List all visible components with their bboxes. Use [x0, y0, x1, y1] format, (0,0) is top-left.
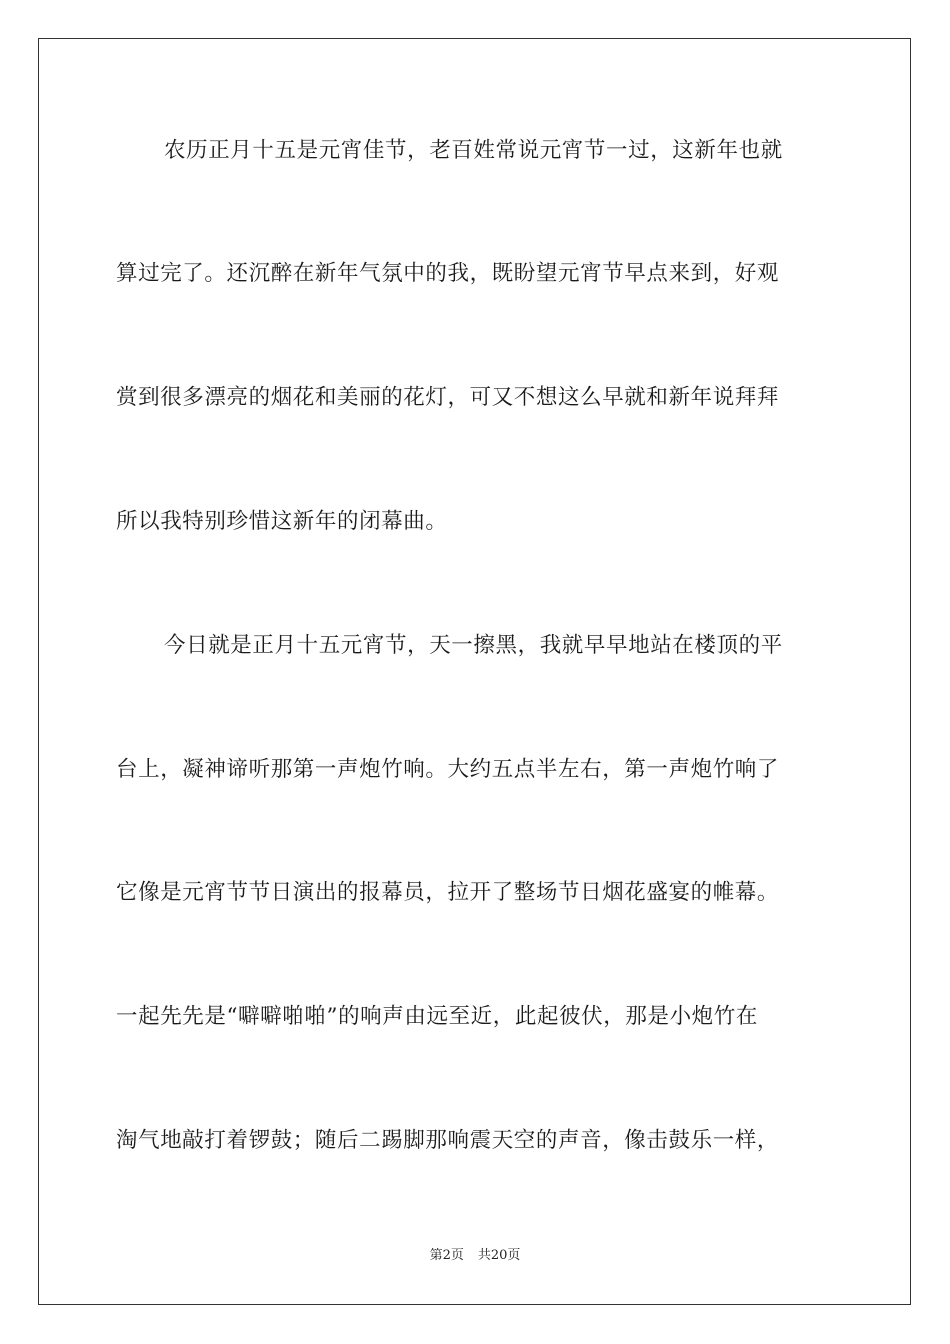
paragraph-1-line-4: 所以我特别珍惜这新年的闭幕曲。	[116, 509, 448, 534]
paragraph-2-line-5: 淘气地敲打着锣鼓；随后二踢脚那响震天空的声音，像击鼓乐一样，	[116, 1128, 780, 1153]
paragraph-1-line-2: 算过完了。还沉醉在新年气氛中的我，既盼望元宵节早点来到，好观	[116, 261, 780, 286]
paragraph-2-line-1: 今日就是正月十五元宵节，天一擦黑，我就早早地站在楼顶的平	[164, 633, 783, 658]
paragraph-2-line-4: 一起先先是“噼噼啪啪”的响声由远至近，此起彼伏，那是小炮竹在	[116, 1004, 758, 1029]
total-pages-label: 共20页	[477, 1248, 521, 1263]
paragraph-2-line-2: 台上，凝神谛听那第一声炮竹响。大约五点半左右，第一声炮竹响了	[116, 757, 780, 782]
current-page-label: 第2页	[429, 1248, 464, 1263]
paragraph-1-line-1: 农历正月十五是元宵佳节，老百姓常说元宵节一过，这新年也就	[164, 138, 783, 163]
page-footer	[0, 1247, 950, 1265]
paragraph-1-line-3: 赏到很多漂亮的烟花和美丽的花灯，可又不想这么早就和新年说拜拜	[116, 385, 780, 410]
page-border	[38, 38, 911, 1305]
paragraph-2-line-3: 它像是元宵节节日演出的报幕员，拉开了整场节日烟花盛宴的帷幕。	[116, 880, 780, 905]
